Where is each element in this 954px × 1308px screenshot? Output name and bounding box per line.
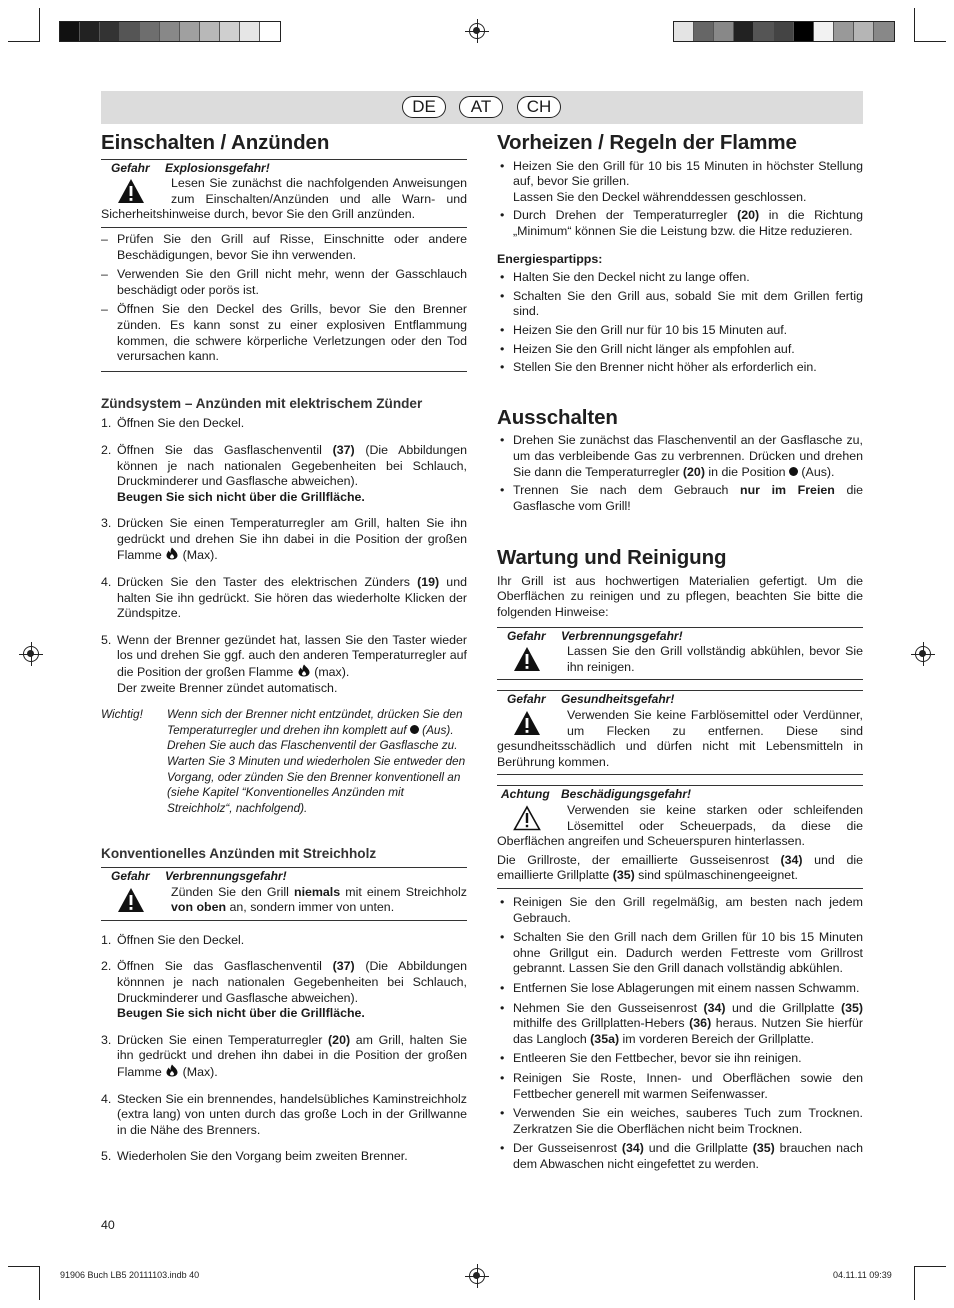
list-item: • Reinigen Sie Roste, Innen- und Oberflächen sowie den Fettbecher generell mit warmen Seifenwasser. [497, 1071, 863, 1102]
list-item: • Schalten Sie den Grill aus, sobald Sie mit dem Grillen fertig sind. [497, 289, 863, 320]
section-title-vorheizen: Vorheizen / Regeln der Flamme [497, 131, 797, 154]
registration-mark-icon [23, 646, 39, 662]
registration-mark-icon [469, 23, 485, 39]
right-column [497, 130, 863, 1172]
step-item: 1. Öffnen Sie den Deckel. [101, 416, 245, 431]
step-item: 1. Öffnen Sie den Deckel. [101, 932, 245, 947]
color-bar-right [673, 21, 895, 42]
energy-list [497, 270, 863, 376]
warning-triangle-icon [513, 710, 541, 736]
caution-triangle-icon [513, 805, 541, 831]
lang-tab-ch: CH [517, 96, 561, 118]
dash-list [101, 232, 467, 365]
list-item: • Der Gusseisenrost (34) und die Grillplatte (35) brauchen nach dem Abwaschen nicht eingefettet zu werden. [497, 1141, 863, 1172]
cleaning-list [497, 895, 863, 1173]
list-item: • Durch Drehen der Temperaturregler (20) in die Richtung „Minimum“ können Sie die Leistung bzw. die Hitze reduzieren. [497, 208, 863, 239]
warning-triangle-icon [117, 178, 145, 204]
wichtig-label: Wichtig! [101, 707, 143, 722]
lang-tab-de: DE [402, 96, 446, 118]
page-number: 40 [101, 1218, 115, 1232]
list-item: – Verwenden Sie den Grill nicht mehr, wenn der Gasschlauch beschädigt oder porös ist. [101, 267, 467, 298]
list-item: • Stellen Sie den Brenner nicht höher als erforderlich ein. [497, 360, 863, 376]
warning-box-burn-clean: Gefahr Verbrennungsgefahr! Lassen Sie den Grill vollständig abkühlen, bevor Sie ihn reinigen. [497, 627, 863, 681]
warning-triangle-icon [117, 887, 145, 913]
section-title-einschalten: Einschalten / Anzünden [101, 131, 330, 154]
steps-electric [101, 416, 467, 696]
warning-label: Gefahr [111, 160, 150, 175]
intro-text: Ihr Grill ist aus hochwertigen Materialien gefertigt. Um die Oberflächen zu reinigen und zu pflegen, beachten Sie bitte die folgenden Hinweise: [497, 573, 863, 620]
footer-file-info: 91906 Buch LB5 20111103.indb 40 [60, 1270, 200, 1280]
list-item: • Halten Sie den Deckel nicht zu lange offen. [497, 270, 863, 286]
step-item: 4. Stecken Sie ein brennendes, handelsübliches Kaminstreichholz (extra lang) von unten durch das große Loch in der Grillwanne in die Nähe des Brenners. [101, 1091, 467, 1137]
crop-mark [914, 41, 946, 42]
subheading-zuendsystem: Zündsystem – Anzünden mit elektrischem Zünder [101, 395, 423, 411]
list-item: • Verwenden Sie ein weiches, sauberes Tuch zum Trocknen. Zerkratzen Sie die Oberflächen nicht beim Trocknen. [497, 1106, 863, 1137]
step-item: 3. Drücken Sie einen Temperaturregler am Grill, halten Sie ihn gedrückt und drehen Sie ihn dabei in die Position der großen Flamme (Max). [101, 516, 467, 563]
crop-mark [39, 1266, 40, 1300]
list-item: – Prüfen Sie den Grill auf Risse, Einschnitte oder andere Beschädigungen, bevor Sie ihn verwenden. [101, 232, 467, 263]
warning-text: Lesen Sie zunächst die nachfolgenden Anweisungen zum Einschalten/Anzünden und alle Warn- und Sicherheitshinweise durch, bevor Sie den Grill anzünden. [101, 176, 467, 222]
warning-box-damage: Achtung Beschädigungsgefahr! Verwenden sie keine starken oder schleifenden Lösemittel oder Scheuerpads, da diese die Oberflächen angreifen und Scheuerspuren hinterlassen. Die Grillroste, der emaillierte Gusseisenrost (34) und die emaillierte Grillplatte (35) sind spülmaschinengeeignet. [497, 785, 863, 889]
registration-mark-icon [469, 1268, 485, 1284]
list-item: • Heizen Sie den Grill nicht länger als empfohlen auf. [497, 342, 863, 358]
flame-icon [165, 1064, 179, 1077]
wichtig-note: Wichtig! Wenn sich der Brenner nicht entzündet, drücken Sie den Temperaturregler und drehen ihn komplett auf (Aus). Drehen Sie auch das Flaschenventil der Gasflasche zu. Warten Sie 3 Minuten und wiederholen Sie entweder den Vorgang, oder zünden Sie den Brenner konventionell an (siehe Kapitel “Konventionelles Anzünden mit Streichholz“, nachfolgend). [101, 707, 466, 815]
crop-mark [8, 41, 40, 42]
step-item: 5. Wiederholen Sie den Vorgang beim zweiten Brenner. [101, 1149, 408, 1164]
step-item: 2. Öffnen Sie das Gasflaschenventil (37) (Die Abbildungen können je nach nationalen Gegebenheiten bei Schlauch, Druckminderer und Gasflasche abweichen). Beugen Sie sich nicht über die Grillfläche. [101, 442, 467, 504]
crop-mark [39, 8, 40, 42]
off-dot-icon [410, 725, 419, 734]
section-title-wartung: Wartung und Reinigung [497, 546, 727, 570]
left-column [101, 130, 467, 1165]
warning-box-explosion [101, 159, 467, 228]
preheat-list [497, 159, 863, 240]
list-item: • Trennen Sie nach dem Gebrauch nur im Freien die Gasflasche vom Grill! [497, 483, 863, 514]
off-dot-icon [789, 467, 798, 476]
subheading-konventionell: Konventionelles Anzünden mit Streichholz [101, 846, 377, 862]
footer-date: 04.11.11 09:39 [833, 1270, 892, 1280]
lang-tab-at: AT [459, 96, 503, 118]
list-item: • Entleeren Sie den Fettbecher, bevor sie ihn reinigen. [497, 1051, 863, 1067]
warning-triangle-icon [513, 646, 541, 672]
crop-mark [914, 1266, 915, 1300]
warning-box-burn: Gefahr Verbrennungsgefahr! Zünden Sie den Grill niemals mit einem Streichholz von oben an, sondern immer von unten. [101, 867, 467, 921]
flame-icon [297, 664, 311, 677]
registration-mark-icon [915, 646, 931, 662]
crop-mark [8, 1266, 40, 1267]
crop-mark [914, 8, 915, 42]
energy-tips-title: Energiespartipps: [497, 251, 603, 266]
header-band [101, 91, 863, 124]
list-item: • Schalten Sie den Grill nach dem Grillen für 10 bis 15 Minuten ohne Grillgut ein. Dadurch werden Fettreste vom Grillrost gebrannt. Lassen Sie den Grill danach vollständig abkühlen. [497, 930, 863, 977]
step-item: 2. Öffnen Sie das Gasflaschenventil (37) (Die Abbildungen könnnen je nach nationalen Gegebenheiten bei Schlauch, Druckminderer und Gasflasche abweichen). Beugen Sie sich nicht über die Grillfläche. [101, 959, 467, 1021]
crop-mark [914, 1266, 946, 1267]
warning-box-health: Gefahr Gesundheitsgefahr! Verwenden Sie keine Farblösemittel oder Verdünner, um Flecken zu entfernen. Diese sind gesundheitsschädlich und dürfen nicht mit Lebensmitteln in Berührung kommen. [497, 690, 863, 775]
list-item: – Öffnen Sie den Deckel des Grills, bevor Sie den Brenner zünden. Es kann sonst zu einer explosiven Entflammung kommen, die schwere körperliche Verletzungen oder den Tod verursachen kann. [101, 302, 467, 364]
steps-match [101, 933, 467, 1165]
warning-type: Explosionsgefahr! [165, 160, 270, 175]
list-item: • Drehen Sie zunächst das Flaschenventil an der Gasflasche zu, um das verbleibende Gas zu verbrennen. Drücken und drehen Sie dann die Temperaturregler (20) in die Position (Aus). [497, 433, 863, 480]
list-item: • Reinigen Sie den Grill regelmäßig, am besten nach jedem Gebrauch. [497, 895, 863, 926]
list-item: • Entfernen Sie lose Ablagerungen mit einem nassen Schwamm. [497, 981, 863, 997]
flame-icon [165, 547, 179, 560]
color-bar-left [59, 21, 281, 42]
list-item: • Nehmen Sie den Gusseisenrost (34) und die Grillplatte (35) mithilfe des Grillplatten-Hebers (36) heraus. Nutzen Sie hierfür das Langloch (35a) im vorderen Bereich der Grillplatte. [497, 1001, 863, 1048]
section-title-ausschalten: Ausschalten [497, 405, 618, 429]
step-item: 4. Drücken Sie den Taster des elektrischen Zünders (19) und halten Sie ihn gedrückt. Sie hören das wiederholte Klicken der Zündspitze. [101, 575, 467, 621]
step-item: 5. Wenn der Brenner gezündet hat, lassen Sie den Taster wieder los und drehen Sie ggf. auch den anderen Temperaturregler auf die Position der großen Flamme (max). Der zweite Brenner zündet automatisch. [101, 632, 467, 695]
step-item: 3. Drücken Sie einen Temperaturregler (20) am Grill, halten Sie ihn gedrückt und drehen ihn dabei in die Position der großen Flamme (Max). [101, 1032, 467, 1079]
list-item: • Heizen Sie den Grill für 10 bis 15 Minuten in höchster Stellung auf, bevor Sie grillen. Lassen Sie den Deckel währenddessen geschlossen. [497, 159, 863, 206]
list-item: • Heizen Sie den Grill nur für 10 bis 15 Minuten auf. [497, 323, 863, 339]
off-list [497, 433, 863, 514]
